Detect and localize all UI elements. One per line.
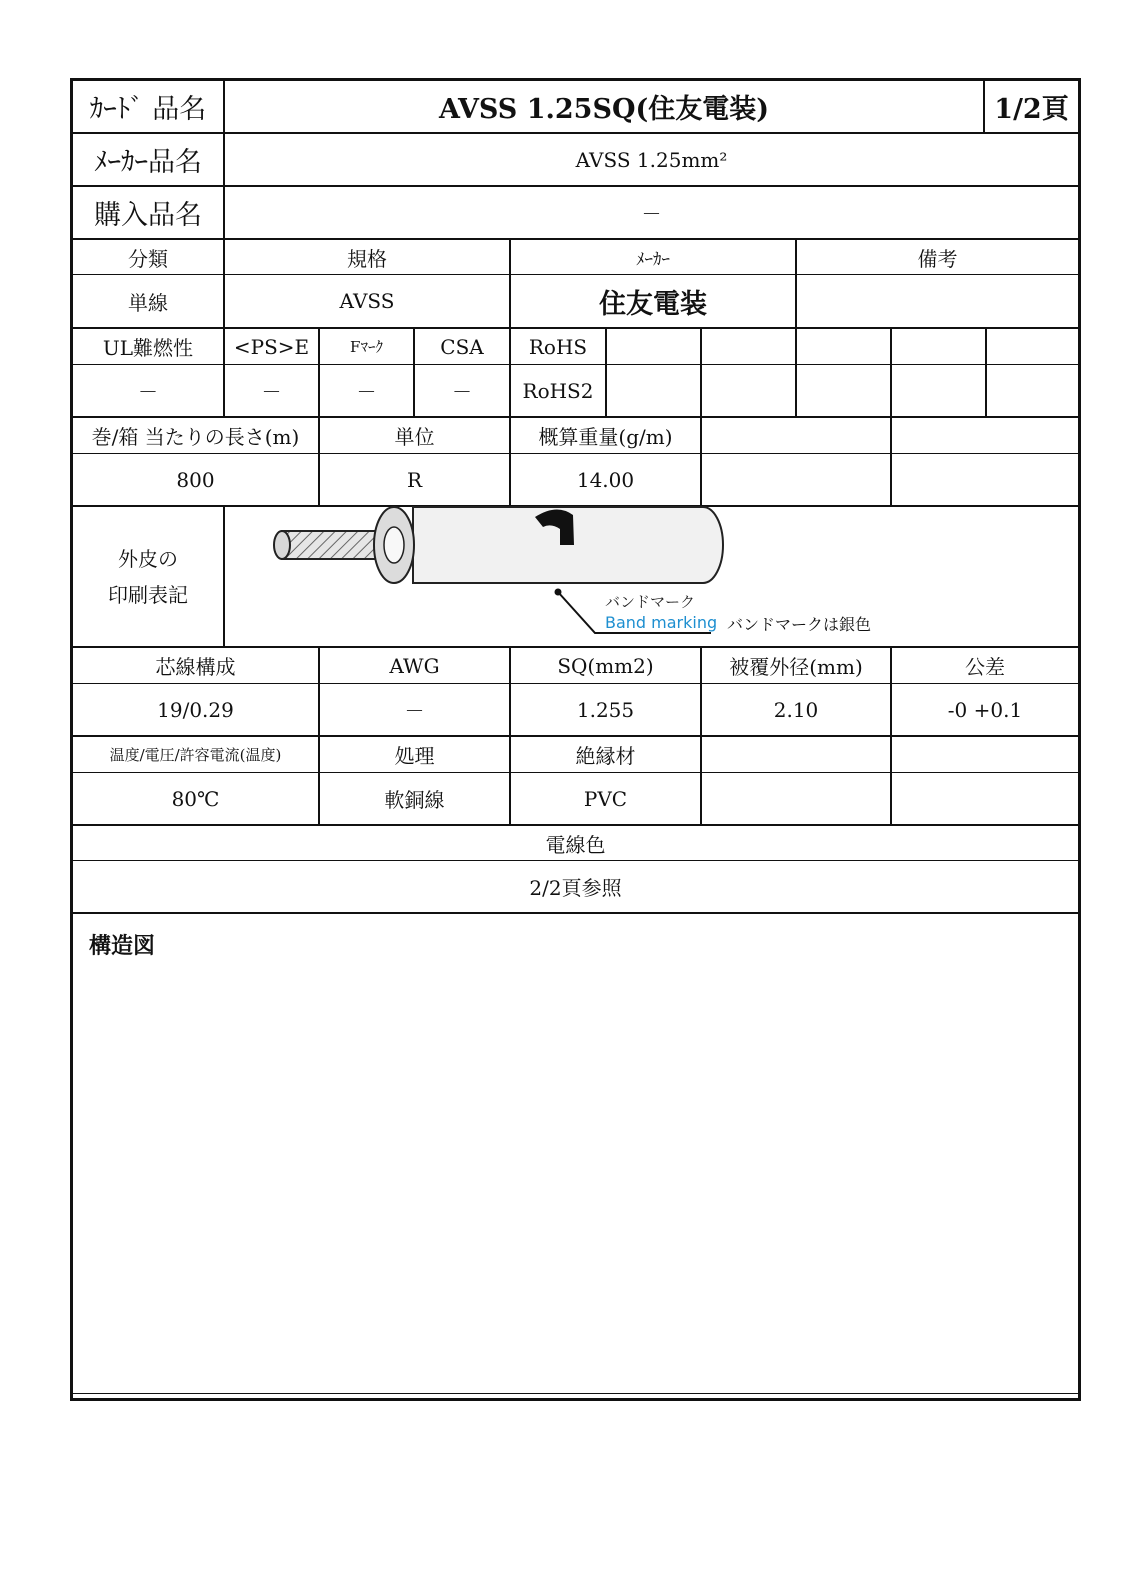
rohs2-value: RoHS2 xyxy=(511,365,607,418)
f-mark-header: Fﾏｰｸ xyxy=(320,329,415,365)
card-title: AVSS 1.25SQ(住友電装) xyxy=(225,81,985,134)
empty-cell xyxy=(702,329,797,365)
spec-card xyxy=(70,78,1081,1401)
csa-value: － xyxy=(415,365,511,418)
empty-cell xyxy=(702,737,892,773)
maker-name-label: ﾒｰｶｰ品名 xyxy=(73,134,225,187)
card-label: ｶｰﾄﾞ 品名 xyxy=(73,81,225,134)
page-number: 1/2頁 xyxy=(985,81,1078,134)
empty-cell xyxy=(892,737,1078,773)
empty-cell xyxy=(797,365,892,418)
pse-value: － xyxy=(225,365,320,418)
purchase-name-label: 購入品名 xyxy=(73,187,225,240)
f-mark-value: － xyxy=(320,365,415,418)
empty-cell xyxy=(892,773,1078,826)
remarks-header: 備考 xyxy=(797,240,1078,275)
csa-header: CSA xyxy=(415,329,511,365)
treatment-value: 軟銅線 xyxy=(320,773,511,826)
wire-color-value: 2/2頁参照 xyxy=(73,861,1078,914)
od-value: 2.10 xyxy=(702,684,892,737)
unit-header: 単位 xyxy=(320,418,511,454)
ul-value: － xyxy=(73,365,225,418)
band-mark-note: バンドマークは銀色 xyxy=(727,615,872,634)
remarks-value xyxy=(797,275,1078,329)
category-header: 分類 xyxy=(73,240,225,275)
pse-header: <PS>E xyxy=(225,329,320,365)
od-header: 被覆外径(mm) xyxy=(702,648,892,684)
unit-value: R xyxy=(320,454,511,507)
empty-cell xyxy=(607,329,702,365)
tol-value: -0 +0.1 xyxy=(892,684,1078,737)
weight-header: 概算重量(g/m) xyxy=(511,418,702,454)
print-label xyxy=(73,507,225,648)
core-header: 芯線構成 xyxy=(73,648,320,684)
empty-cell xyxy=(892,365,987,418)
standard-header: 規格 xyxy=(225,240,511,275)
maker-value: 住友電装 xyxy=(511,275,797,329)
print-label-line2: 印刷表記 xyxy=(108,582,188,607)
tol-header: 公差 xyxy=(892,648,1078,684)
empty-cell xyxy=(892,454,1078,507)
insulation-header: 絶縁材 xyxy=(511,737,702,773)
empty-cell xyxy=(702,454,892,507)
empty-cell xyxy=(892,329,987,365)
temp-header: 温度/電圧/許容電流(温度) xyxy=(73,737,320,773)
awg-value: － xyxy=(320,684,511,737)
purchase-name-value: － xyxy=(225,187,1078,240)
treatment-header: 処理 xyxy=(320,737,511,773)
structure-title: 構造図 xyxy=(89,934,156,959)
core-value: 19/0.29 xyxy=(73,684,320,737)
standard-value: AVSS xyxy=(225,275,511,329)
wire-color-label: 電線色 xyxy=(73,826,1078,861)
empty-cell xyxy=(987,365,1078,418)
temp-value: 80℃ xyxy=(73,773,320,826)
bottom-rule xyxy=(73,1393,1078,1394)
rohs-header: RoHS xyxy=(511,329,607,365)
ul-header: UL難燃性 xyxy=(73,329,225,365)
weight-value: 14.00 xyxy=(511,454,702,507)
length-value: 800 xyxy=(73,454,320,507)
awg-header: AWG xyxy=(320,648,511,684)
empty-cell xyxy=(987,329,1078,365)
band-mark-jp: バンドマーク xyxy=(605,593,696,611)
maker-name-value: AVSS 1.25mm² xyxy=(225,134,1078,187)
empty-cell xyxy=(892,418,1078,454)
maker-header: ﾒｰｶｰ xyxy=(511,240,797,275)
empty-cell xyxy=(797,329,892,365)
sq-header: SQ(mm2) xyxy=(511,648,702,684)
print-label-line1: 外皮の xyxy=(118,546,178,571)
category-value: 単線 xyxy=(73,275,225,329)
wire-drawing xyxy=(225,505,925,645)
insulation-value: PVC xyxy=(511,773,702,826)
empty-cell xyxy=(702,773,892,826)
sq-value: 1.255 xyxy=(511,684,702,737)
length-header: 巻/箱 当たりの長さ(m) xyxy=(73,418,320,454)
empty-cell xyxy=(702,418,892,454)
empty-cell xyxy=(607,365,702,418)
empty-cell xyxy=(702,365,797,418)
band-mark-en: Band marking xyxy=(605,613,718,632)
